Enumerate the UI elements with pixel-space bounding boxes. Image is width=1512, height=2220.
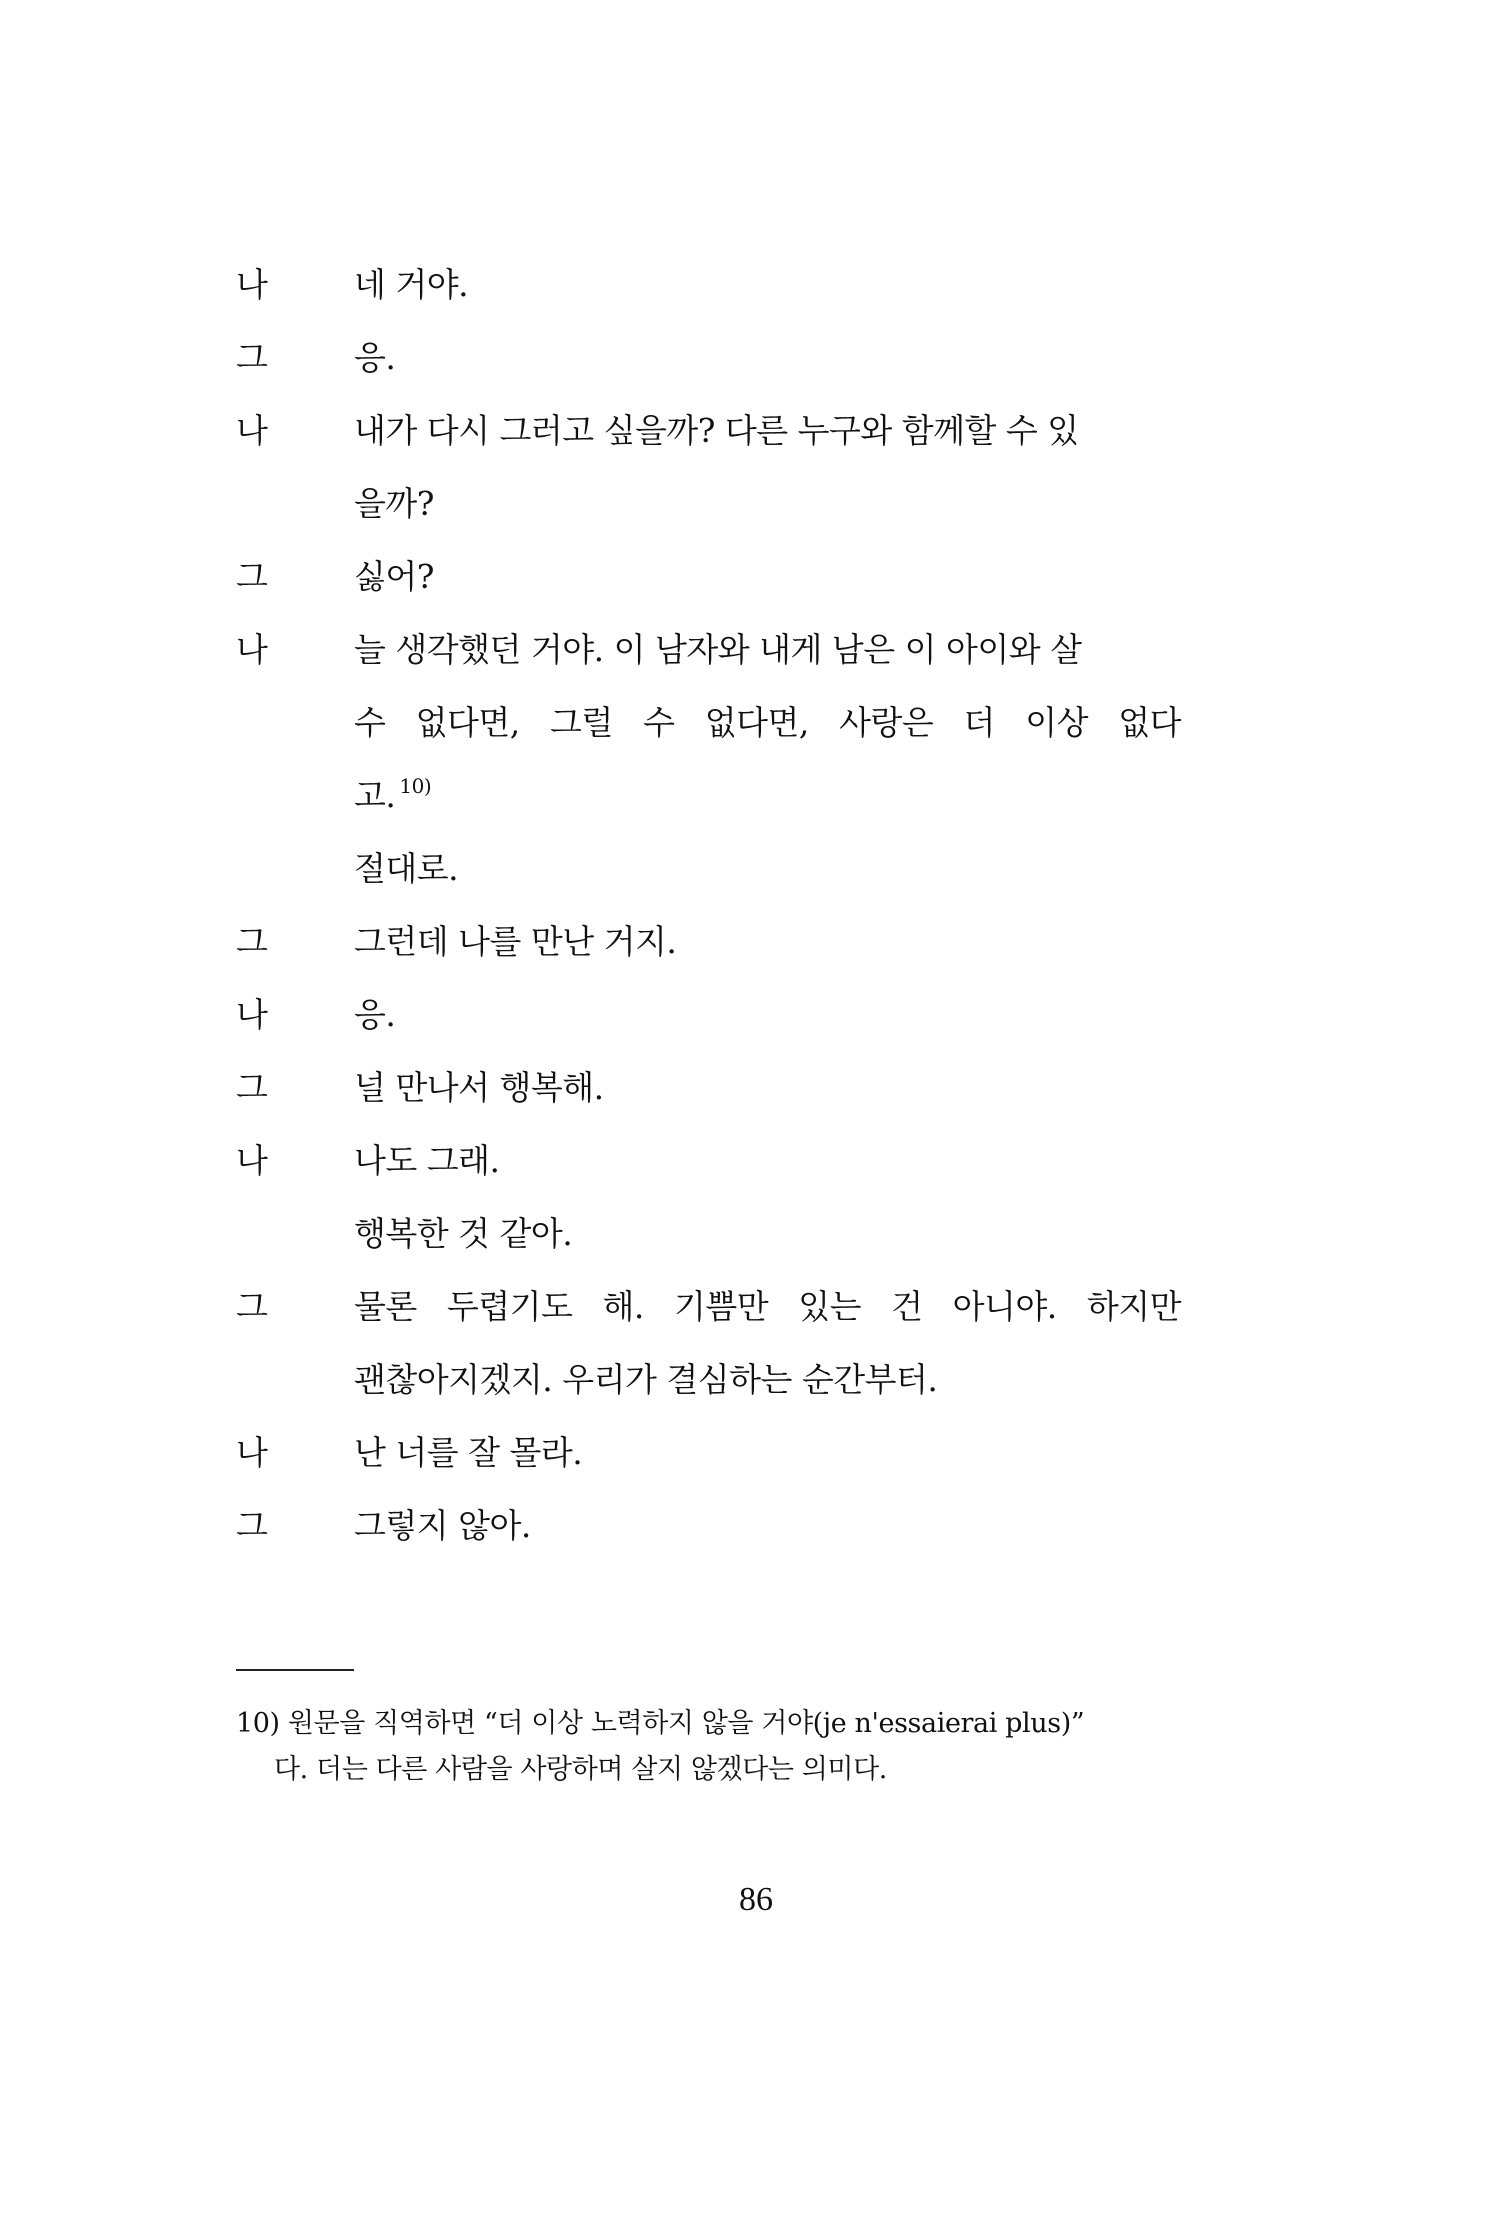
speaker-label: 나 xyxy=(236,630,268,669)
dialogue-line: 응. xyxy=(354,338,396,377)
speaker-label: 그 xyxy=(236,557,268,596)
dialogue-line: 내가 다시 그러고 싶을까? 다른 누구와 함께할 수 있 xyxy=(354,411,1079,450)
speaker-label: 그 xyxy=(236,922,268,961)
dialogue-turn xyxy=(236,905,1181,978)
dialogue-turn xyxy=(236,1051,1181,1124)
speaker-label: 그 xyxy=(236,338,268,377)
dialogue-turn xyxy=(236,1124,1181,1270)
footnote-line: 10) 원문을 직역하면 “더 이상 노력하지 않을 거야(je n'essaierai plus)” xyxy=(236,1708,1085,1739)
dialogue-line: 늘 생각했던 거야. 이 남자와 내게 남은 이 아이와 살 xyxy=(354,630,1082,669)
dialogue-turn xyxy=(236,394,1181,540)
dialogue-line: 절대로. xyxy=(354,849,459,888)
dialogue-turn xyxy=(236,248,1181,321)
speaker-label: 나 xyxy=(236,1433,268,1472)
dialogue-line: 을까? xyxy=(354,484,434,523)
dialogue-line: 행복한 것 같아. xyxy=(354,1214,573,1253)
dialogue-block xyxy=(236,248,1181,1562)
speaker-label: 나 xyxy=(236,1141,268,1180)
dialogue-line: 물론 두렵기도 해. 기쁨만 있는 건 아니야. 하지만 xyxy=(354,1287,1181,1326)
speaker-label: 나 xyxy=(236,265,268,304)
speaker-label: 나 xyxy=(236,411,268,450)
dialogue-line: 싫어? xyxy=(354,557,434,596)
speaker-label: 그 xyxy=(236,1287,268,1326)
dialogue-turn xyxy=(236,978,1181,1051)
dialogue-line: 응. xyxy=(354,995,396,1034)
dialogue-line-text: 고. xyxy=(354,776,396,815)
dialogue-turn xyxy=(236,613,1181,905)
footnote xyxy=(236,1701,1196,1793)
speaker-label: 그 xyxy=(236,1068,268,1107)
dialogue-turn xyxy=(236,540,1181,613)
dialogue-line: 널 만나서 행복해. xyxy=(354,1068,604,1107)
dialogue-turn xyxy=(236,321,1181,394)
dialogue-line: 그렇지 않아. xyxy=(354,1506,531,1545)
footnote-reference[interactable]: 10) xyxy=(399,774,432,798)
dialogue-line: 네 거야. xyxy=(354,265,469,304)
page-number: 86 xyxy=(739,1881,773,1918)
footnote-line: 다. 더는 다른 사람을 사랑하며 살지 않겠다는 의미다. xyxy=(274,1754,887,1785)
dialogue-line: 그런데 나를 만난 거지. xyxy=(354,922,677,961)
speaker-label: 나 xyxy=(236,995,268,1034)
dialogue-line: 수 없다면, 그럴 수 없다면, 사랑은 더 이상 없다 xyxy=(354,703,1181,742)
speaker-label: 그 xyxy=(236,1506,268,1545)
footnote-divider xyxy=(236,1669,354,1671)
dialogue-line: 난 너를 잘 몰라. xyxy=(354,1433,583,1472)
dialogue-line-with-footnote xyxy=(354,759,1181,832)
dialogue-line: 괜찮아지겠지. 우리가 결심하는 순간부터. xyxy=(354,1360,938,1399)
dialogue-turn xyxy=(236,1489,1181,1562)
dialogue-turn xyxy=(236,1416,1181,1489)
dialogue-line: 나도 그래. xyxy=(354,1141,500,1180)
dialogue-turn xyxy=(236,1270,1181,1416)
